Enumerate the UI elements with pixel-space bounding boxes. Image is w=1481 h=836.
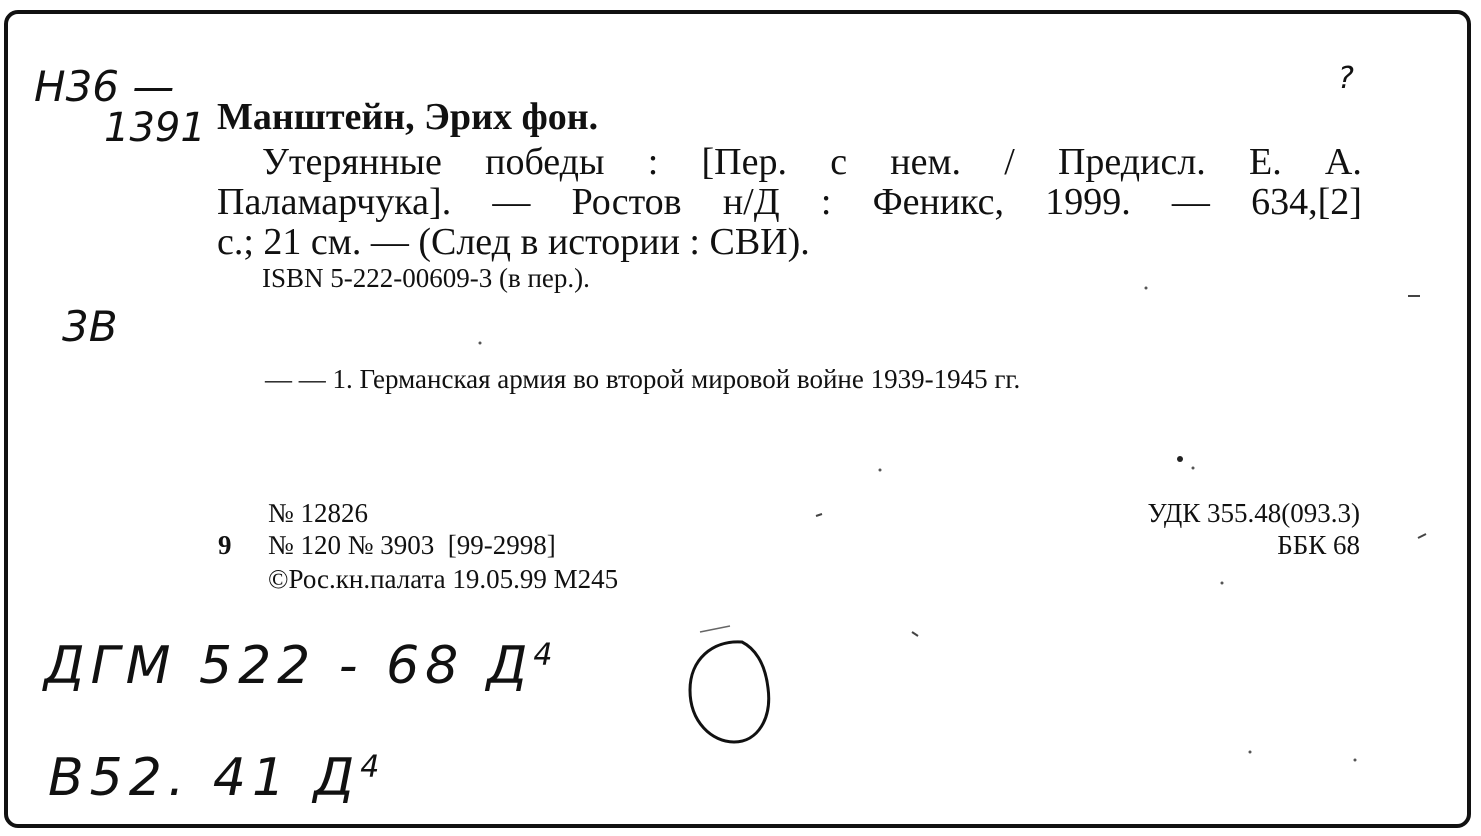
hand-drawn-circle [690, 642, 769, 742]
handwritten-shelf-code-text: ДГМ 522 - 68 Д [44, 636, 534, 696]
speck [1177, 456, 1183, 462]
book-chamber-line: ©Рос.кн.палата 19.05.99 М245 [268, 564, 619, 594]
handwritten-question-mark: ? [1338, 61, 1354, 96]
handwritten-code-number: 1391 [104, 105, 206, 151]
word: : [820, 181, 832, 223]
handwritten-shelf-code-sup: 4 [533, 637, 559, 673]
pen-stroke [700, 626, 730, 632]
speck-dash [816, 514, 822, 516]
word: А. [1324, 141, 1362, 183]
word: / [1004, 141, 1015, 183]
handwritten-location-code-sup: 4 [360, 749, 386, 785]
record-number: № 12826 [268, 498, 369, 528]
word: Ростов [571, 181, 682, 223]
speck [879, 469, 882, 472]
speck [1221, 582, 1224, 585]
speck [1145, 287, 1148, 290]
word: н/Д [722, 181, 780, 223]
speck [1354, 759, 1357, 762]
class-digit: 9 [218, 530, 232, 560]
word: 1999. [1045, 181, 1131, 223]
word: Утерянные [262, 141, 442, 183]
word: Феникс, [872, 181, 1005, 223]
word: 634,[2] [1251, 181, 1362, 223]
word: [Пер. [701, 141, 787, 183]
speck [479, 342, 482, 345]
numbers-line: № 120 № 3903 [99-2998] [268, 530, 556, 560]
word: : [647, 141, 659, 183]
author-heading: Манштейн, Эрих фон. [217, 96, 599, 138]
title-line-3: с.; 21 см. — (След в истории : СВИ). [217, 221, 810, 263]
subject-heading: — — 1. Германская армия во второй мировой войне 1939-1945 гг. [265, 364, 1021, 394]
speck [1192, 467, 1195, 470]
word: с [830, 141, 848, 183]
handwritten-location-code-text: B52. 41 Д [48, 748, 361, 808]
isbn-line: ISBN 5-222-00609-3 (в пер.). [262, 263, 590, 293]
word: — [492, 181, 531, 223]
word: победы [485, 141, 605, 183]
word: Предисл. [1057, 141, 1206, 183]
handwritten-code-top: Н36 — [34, 62, 175, 111]
speck-dash [912, 632, 918, 636]
word: Е. [1249, 141, 1282, 183]
handwritten-left-mark: 3В [62, 302, 118, 351]
word: Паламарчука]. [217, 181, 452, 223]
word: нем. [890, 141, 962, 183]
word: — [1171, 181, 1210, 223]
speck-dash [1418, 534, 1426, 538]
bbk-code: ББК 68 [1277, 530, 1360, 560]
udc-code: УДК 355.48(093.3) [1147, 498, 1360, 528]
speck [1249, 751, 1252, 754]
